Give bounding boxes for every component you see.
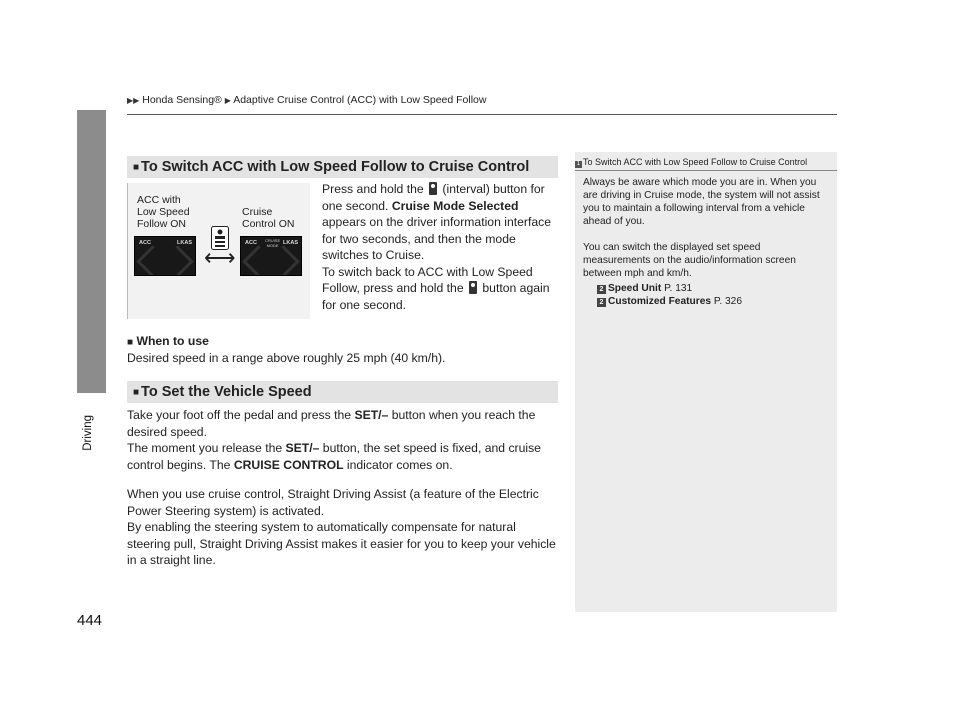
paragraph-release-set [127, 440, 559, 473]
xref-arrow-icon: 2 [597, 298, 606, 307]
text: appears on the driver information interface for two seconds, and then the mode switches to Cruise. [322, 215, 551, 262]
section-title: To Set the Vehicle Speed [141, 384, 312, 400]
figure-label-line: Low Speed [137, 206, 190, 218]
xref-customized-features[interactable] [597, 295, 742, 308]
cruise-control-indicator-label: CRUISE CONTROL [233, 457, 344, 472]
breadcrumb-item-honda-sensing[interactable]: Honda Sensing® [142, 94, 222, 106]
heading-text: When to use [136, 334, 209, 348]
text: button when you reach the desired speed. [127, 408, 536, 439]
cruise-mode-selected-text: Cruise Mode Selected [391, 198, 519, 213]
screen-cruise-mode-text [265, 239, 280, 248]
display-screen-acc [134, 236, 196, 276]
section-heading-set-speed [127, 381, 558, 403]
display-screen-cruise [240, 236, 302, 276]
when-to-use-heading [127, 334, 209, 348]
xref-page: P. 131 [664, 283, 693, 294]
xref-arrow-icon: 2 [597, 285, 606, 294]
note-body [583, 176, 829, 280]
screen-acc-text: ACC [139, 240, 151, 246]
figure-label-line: Control ON [242, 218, 295, 230]
note-rule [575, 170, 837, 171]
paragraph-press-hold [322, 181, 558, 264]
chapter-tab [77, 110, 106, 393]
text: button, the set speed is fixed, and cruise control begins. The [127, 441, 541, 472]
screen-mode-line: MODE [266, 242, 279, 248]
breadcrumb-item-acc[interactable]: Adaptive Cruise Control (ACC) with Low Speed Follow [233, 94, 487, 106]
section-title: To Switch ACC with Low Speed Follow to Cruise Control [141, 159, 530, 175]
text: button again for one second. [322, 281, 550, 312]
spacer [583, 228, 829, 241]
screen-mode-line: CRUISE [265, 238, 281, 243]
screen-acc-text: ACC [245, 240, 257, 246]
figure-label-cruise [242, 206, 295, 230]
set-speed-instructions [127, 407, 559, 569]
section-marker-icon: ■ [133, 161, 140, 173]
paragraph-switch-back [322, 264, 558, 314]
set-button-label: SET/– [285, 441, 320, 455]
xref-page: P. 326 [713, 296, 743, 307]
text: To switch back to ACC with Low Speed Follow, press and hold the [322, 264, 533, 295]
breadcrumb-arrow-icon: ▶▶ [127, 96, 140, 105]
breadcrumb [127, 94, 486, 106]
text: (interval) button for one second. [322, 182, 545, 213]
xref-label: Customized Features [608, 296, 712, 307]
note-paragraph-units: You can switch the displayed set speed measurements on the audio/information screen between mph and km/h. [583, 242, 796, 279]
mode-switch-figure [127, 183, 310, 319]
note-heading-text: To Switch ACC with Low Speed Follow to Cruise Control [583, 157, 808, 167]
note-marker-icon: 1 [576, 161, 581, 167]
note-paragraph-mode-awareness: Always be aware which mode you are in. When you are driving in Cruise mode, the system will not assist you to maintain a following interval from a vehicle ahead of you. [583, 177, 820, 227]
note-heading [575, 157, 807, 168]
paragraph-press-set [127, 407, 559, 440]
breadcrumb-arrow-icon: ▶ [224, 96, 231, 105]
figure-label-line: ACC with [137, 194, 181, 206]
paragraph-steering-compensation: By enabling the steering system to automatically compensate for natural steering pull, Straight Driving Assist makes it easier for you to keep your vehicle in a straight line. [127, 520, 556, 567]
interval-button-icon [469, 281, 477, 294]
section-marker-icon: ■ [133, 386, 140, 398]
xref-speed-unit[interactable] [597, 282, 692, 295]
bullet-icon: ■ [127, 337, 134, 348]
screen-lkas-text: LKAS [283, 240, 298, 246]
text: indicator comes on. [346, 457, 453, 472]
switch-arrow-icon: ⟷ [204, 245, 236, 270]
text: Take your foot off the pedal and press the [127, 408, 352, 422]
text: Press and hold the [322, 182, 424, 196]
switch-instructions [322, 181, 558, 313]
interval-button-icon [429, 182, 437, 195]
paragraph-straight-driving: When you use cruise control, Straight Driving Assist (a feature of the Electric Power Steering system) is activated. [127, 487, 539, 518]
figure-label-line: Cruise [242, 206, 273, 218]
when-to-use-text: Desired speed in a range above roughly 25 mph (40 km/h). [127, 351, 446, 365]
spacer [127, 473, 559, 486]
xref-label: Speed Unit [608, 283, 662, 294]
page-number: 444 [77, 612, 103, 629]
screen-lkas-text: LKAS [177, 240, 192, 246]
chapter-label: Driving [82, 415, 94, 451]
set-button-label: SET/– [354, 408, 389, 422]
figure-label-acc [137, 194, 190, 230]
header-rule [127, 114, 837, 115]
lane-right-icon [161, 245, 194, 276]
figure-label-line: Follow ON [137, 218, 187, 230]
section-heading-switch-mode [127, 156, 558, 178]
text: The moment you release the [127, 441, 283, 455]
